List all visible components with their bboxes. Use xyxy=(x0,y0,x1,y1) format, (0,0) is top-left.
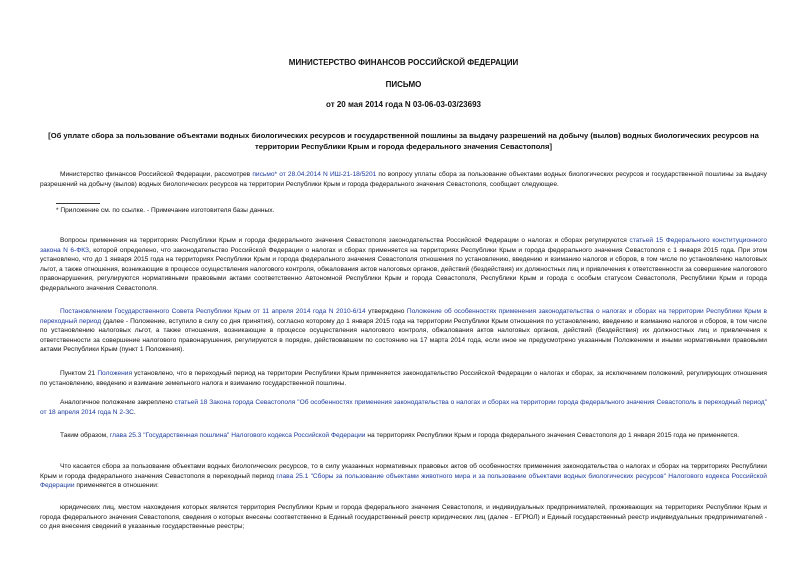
paragraph-6: Таким образом, глава 25.3 "Государственная пошлина" Налогового кодекса Российской Федерации на территориях Республики Крым и города федерального значения Севастополя до 1 января 2015 года не применяется. xyxy=(60,432,740,439)
regulation-link[interactable]: Положение об особенностях применения законодательства о налогах и сборах на территории Республики Крым в переходный период xyxy=(40,308,767,325)
paragraph-1: Министерство финансов Российской Федерации, рассмотрев письмо* от 28.04.2014 N ИШ-21-18/5201 по вопросу уплаты сбора за пользование объектами водных биологических ресурсов и государственной пошлины за выдачу разрешений на добычу (вылов) водных биологических ресурсов на территории Республики Крым и города федерального значения Севастополя, сообщает следующее. xyxy=(40,171,767,188)
paragraph-8: юридических лиц, местом нахождения которых является территория Республики Крым и города федерального значения Севастополя, и индивидуальных предпринимателей, проживающих на территориях Республики Крым и города федерального значения Севастополя, сведения о которых внесены соответственно в Единый государственный реестр юридических лиц (далее - ЕГРЮЛ) и Единый государственный реестр индивидуальных предпринимателей - со дня внесения сведений в указанные государственные реестры; xyxy=(40,504,767,531)
paragraph-4: Пунктом 21 Положения установлено, что в переходный период на территории Республики Крым применяется законодательство Российской Федерации о налогах и сборах, за исключением положений, регулирующих отношения по установлению, введению и взимание земельного налога и взиманию государственной пошлины. xyxy=(40,370,768,387)
paragraph-5: Аналогичное положение закреплено статьей 18 Закона города Севастополя "Об особенностях применения законодательства о налогах и сборах на территории города федерального значения Севастополь в переходный период" от 18 апреля 2014 года N 2-ЗС. xyxy=(40,399,767,416)
resolution-link[interactable]: Постановлением Государственного Совета Республики Крым от 11 апреля 2014 года N 2010-6/14 xyxy=(60,308,366,315)
sevastopol-law-link[interactable]: статьей 18 Закона города Севастополя "Об особенностях применения законодательства о налогах и сборах на территории города федерального значения Севастополь в переходный период" от 18 апреля 2014 года N 2-ЗС xyxy=(40,399,767,416)
ministry-heading: МИНИСТЕРСТВО ФИНАНСОВ РОССИЙСКОЙ ФЕДЕРАЦИИ xyxy=(288,58,519,67)
document-title: [Об уплате сбора за пользование объектами водных биологических ресурсов и государственной пошлины за выдачу разрешений на добычу (вылов) водных биологических ресурсов на территории Республики Крым и города федерального значения Севастополя] xyxy=(48,131,759,151)
paragraph-3: Постановлением Государственного Совета Республики Крым от 11 апреля 2014 года N 2010-6/14 утверждено Положение об особенностях применения законодательства о налогах и сборах на территории Республики Крым в переходный период (далее - Положение, вступило в силу со дня принятия), согласно которому до 1 января 2015 года на территории Республики Крым отношения по установлению, введению и взиманию налогов и сборов, в том числе по установлению налоговых льгот, а также отношения, возникающие в процессе осуществления налогового контроля, обжалования актов налоговых органов, действий (бездействия) их должностных лиц и привлечения к ответственности за совершение налогового правонарушения, регулируются в порядке, действовавшем по состоянию на 17 марта 2014 года, если иное не предусмотрено указанным Положением и иными нормативными правовыми актами Республики Крым (пункт 1 Положения). xyxy=(40,308,767,354)
paragraph-2: Вопросы применения на территориях Республики Крым и города федерального значения Севастополя законодательства Российской Федерации о налогах и сборах регулируются статьей 15 Федерального конституционного закона N 6-ФКЗ, которой определено, что законодательство Российской Федерации о налогах и сборах применяется на территориях Республики Крым и города федерального значения Севастополя с 1 января 2015 года. При этом установлено, что до 1 января 2015 года на территориях Республики Крым и города федерального значения Севастополя отношения по установлению, введению и взиманию налогов и сборов, в том числе по установлению налоговых льгот, а также отношения, возникающие в процессе осуществления налогового контроля, обжалования актов налоговых органов, действий (бездействия) их должностных лиц и привлечения к ответственности за совершение налогового правонарушения, регулируются нормативными правовыми актами соответственно Автономной Республики Крым и города Севастополя, Республики Крым и города с особым статусом Севастополя, Республики Крым и города федерального значения Севастополя. xyxy=(40,237,767,292)
letter-link[interactable]: письмо* xyxy=(252,171,278,178)
doc-date-number: от 20 мая 2014 года N 03-06-03-03/23693 xyxy=(326,100,481,109)
tax-code-chapter-25-3-link[interactable]: глава 25.3 "Государственная пошлина" Налогового кодекса Российской Федерации xyxy=(109,432,366,439)
tax-code-chapter-25-1-link[interactable]: глава 25.1 "Сборы за пользование объектами животного мира и за пользование объектами водных биологических ресурсов" Налогового кодекса Российской Федерации xyxy=(40,472,767,490)
regulation-point-link[interactable]: Положения xyxy=(97,370,133,377)
fkz-article-15-link[interactable]: статьей 15 Федерального конституционного закона N 6-ФКЗ xyxy=(40,237,767,254)
paragraph-7: Что касается сбора за пользование объектами водных биологических ресурсов, то в силу указанных нормативных правовых актов об особенностях применения законодательства о налогах и сборах на территориях Республики Крым и города федерального значения Севастополя в переходный период глава 25.1 "Сборы за пользование объектами животного мира и за пользование объектами водных биологических ресурсов" Налогового кодекса Российской Федерации применяется в отношении: xyxy=(40,463,767,490)
footnote: * Приложение см. по ссылке. - Примечание изготовителя базы данных. xyxy=(56,207,275,214)
letter-date-link[interactable]: от 28.04.2014 N ИШ-21-18/5201 xyxy=(279,171,377,178)
footnote-separator xyxy=(56,203,100,204)
doc-type-heading: ПИСЬМО xyxy=(385,80,422,89)
